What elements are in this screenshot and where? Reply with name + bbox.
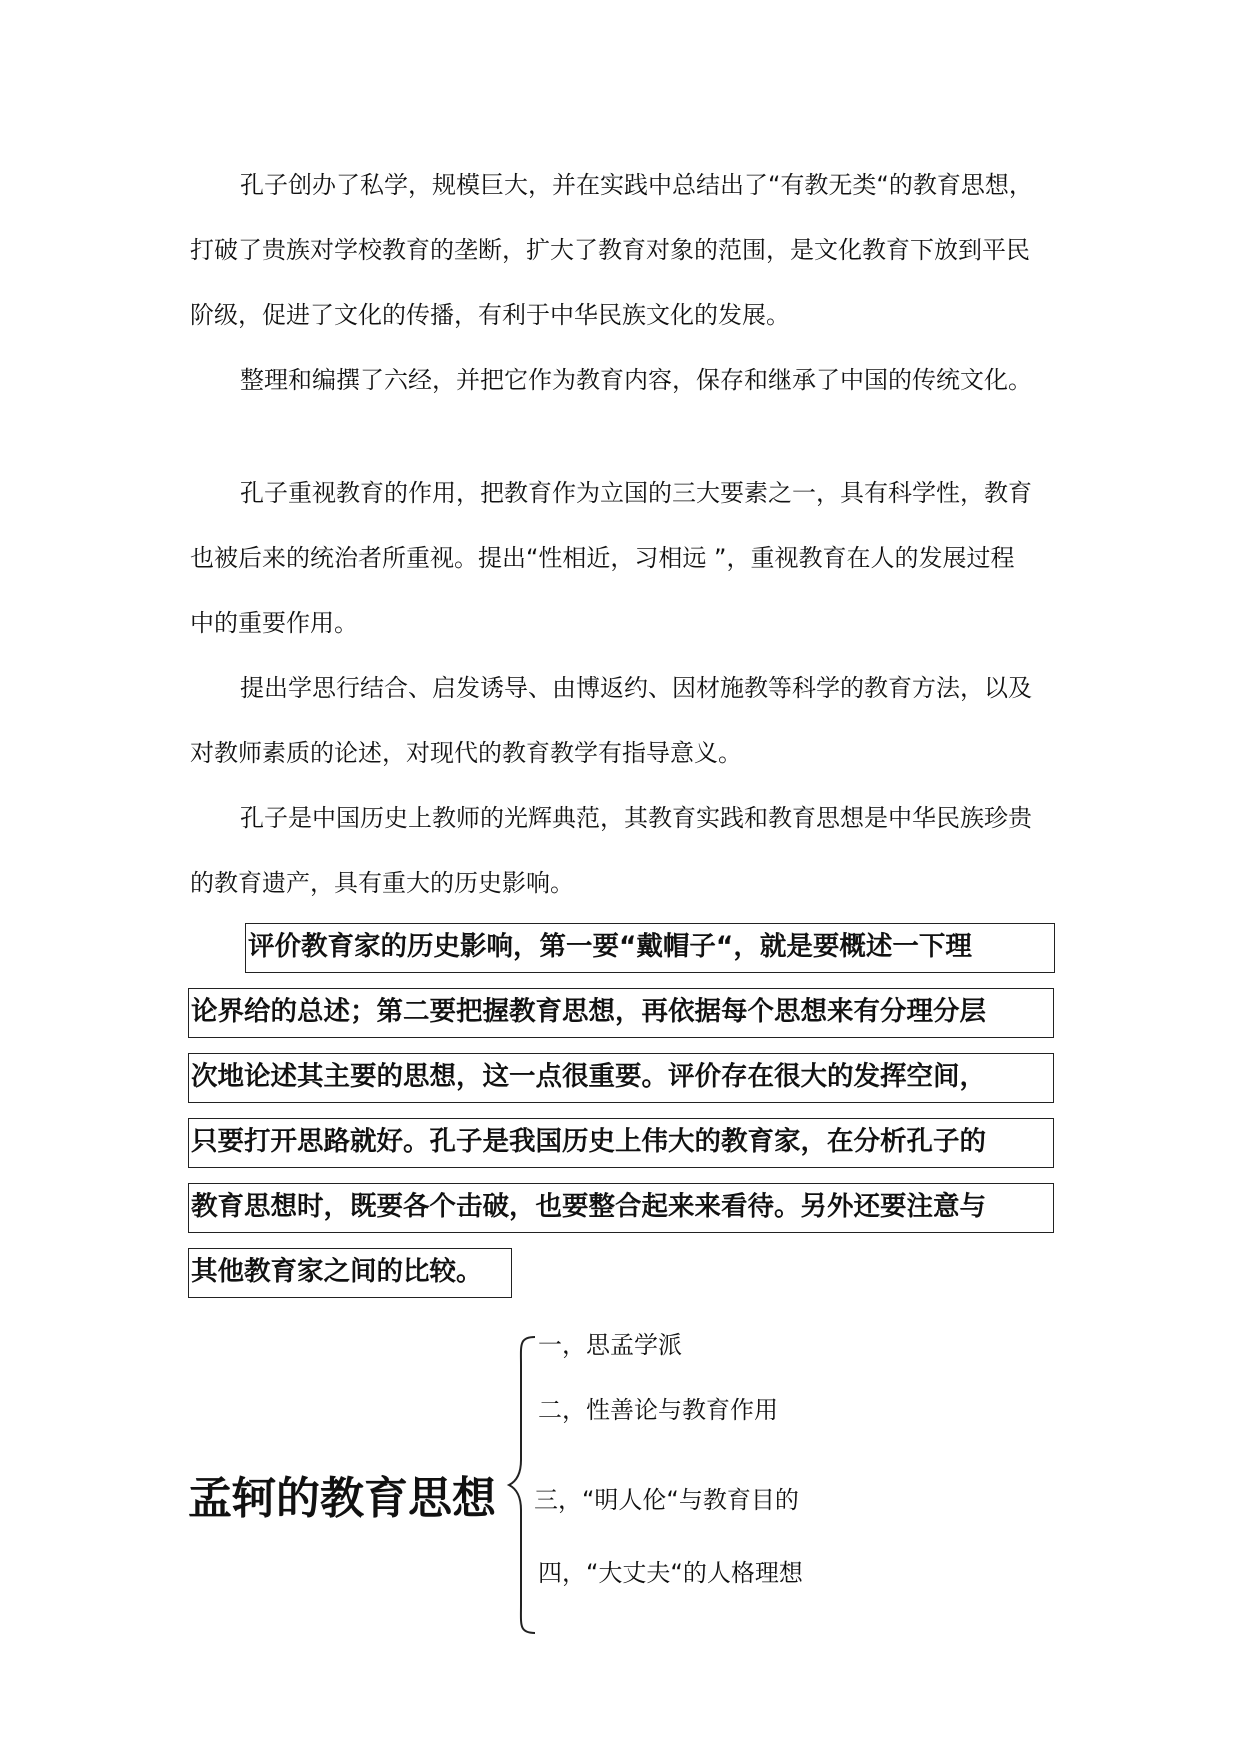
paragraph-4-line-2: 对教师素质的论述，对现代的教育教学有指导意义。 [190, 739, 742, 767]
mencius-branch-2: 二，性善论与教育作用 [538, 1396, 778, 1424]
highlight-line-4: 只要打开思路就好。孔子是我国历史上伟大的教育家，在分析孔子的 [188, 1118, 1054, 1168]
mencius-branch-4: 四，“大丈夫“的人格理想 [538, 1559, 803, 1587]
mencius-title: 孟轲的教育思想 [188, 1473, 496, 1524]
highlight-line-3: 次地论述其主要的思想，这一点很重要。评价存在很大的发挥空间， [188, 1053, 1054, 1103]
paragraph-2-line-1: 整理和编撰了六经，并把它作为教育内容，保存和继承了中国的传统文化。 [240, 366, 1032, 394]
paragraph-1-line-2: 打破了贵族对学校教育的垄断，扩大了教育对象的范围，是文化教育下放到平民 [190, 236, 1030, 264]
highlight-line-6: 其他教育家之间的比较。 [188, 1248, 512, 1298]
highlight-line-1: 评价教育家的历史影响，第一要“戴帽子“，就是要概述一下理 [245, 923, 1055, 973]
paragraph-3-line-2: 也被后来的统治者所重视。提出“性相近，习相远 ”，重视教育在人的发展过程 [190, 544, 1015, 572]
paragraph-1-line-3: 阶级，促进了文化的传播，有利于中华民族文化的发展。 [190, 301, 790, 329]
paragraph-4-line-1: 提出学思行结合、启发诱导、由博返约、因材施教等科学的教育方法，以及 [240, 674, 1032, 702]
paragraph-3-line-1: 孔子重视教育的作用，把教育作为立国的三大要素之一，具有科学性，教育 [240, 479, 1032, 507]
paragraph-1-line-1: 孔子创办了私学，规模巨大，并在实践中总结出了“有教无类“的教育思想， [240, 171, 1033, 199]
mencius-branch-3: 三，“明人伦“与教育目的 [534, 1486, 799, 1514]
highlight-line-5: 教育思想时，既要各个击破，也要整合起来来看待。另外还要注意与 [188, 1183, 1054, 1233]
highlight-line-2: 论界给的总述；第二要把握教育思想，再依据每个思想来有分理分层 [188, 988, 1054, 1038]
paragraph-3-line-3: 中的重要作用。 [190, 609, 358, 637]
paragraph-5-line-2: 的教育遗产，具有重大的历史影响。 [190, 869, 574, 897]
mencius-branch-1: 一，思孟学派 [538, 1331, 682, 1359]
paragraph-5-line-1: 孔子是中国历史上教师的光辉典范，其教育实践和教育思想是中华民族珍贵 [240, 804, 1032, 832]
